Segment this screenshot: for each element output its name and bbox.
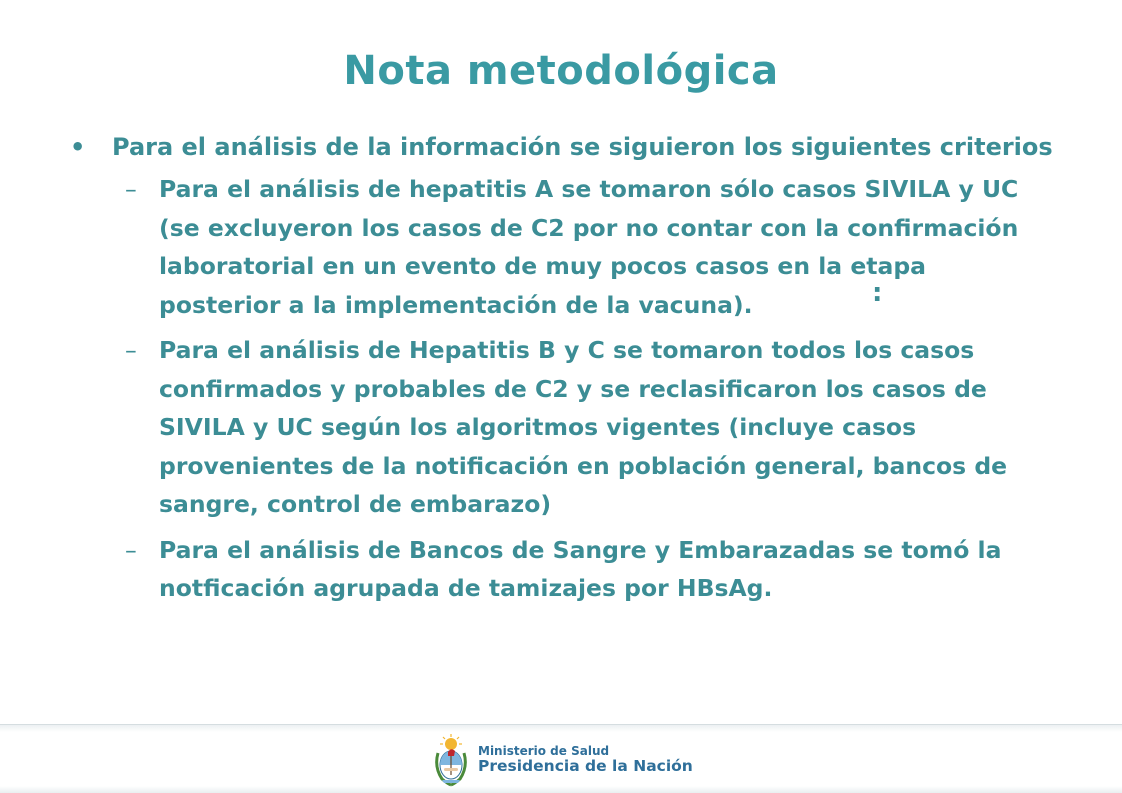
sub-item-line: provenientes de la notificación en población general, bancos de — [159, 451, 1008, 480]
sub-item-line: notficación agrupada de tamizajes por HBsAg. — [159, 574, 773, 602]
sub-item-hepatitis-a — [68, 170, 1058, 324]
sub-item-line: SIVILA y UC según los algoritmos vigentes (incluye casos — [159, 413, 917, 441]
sub-item-line: confirmados y probables de C2 y se reclasificaron los casos de — [159, 374, 987, 403]
sub-item-line: laboratorial en un evento de muy pocos casos en la etapa — [159, 252, 927, 280]
ministry-name: Ministerio de Salud — [478, 743, 610, 758]
bullet-item — [68, 130, 1058, 164]
footer-divider — [0, 724, 1122, 725]
sub-item-bancos-sangre — [68, 531, 1058, 608]
argentina-coat-of-arms-icon — [432, 733, 470, 787]
dash-marker: – — [125, 336, 137, 364]
bullet-text: Para el análisis de la información se siguieron los siguientes criterios — [112, 133, 1053, 161]
dash-marker: – — [125, 535, 137, 564]
sub-item-line: Para el análisis de hepatitis A se tomaron sólo casos SIVILA y UC — [159, 175, 1019, 203]
sub-list — [68, 170, 1058, 608]
sub-item-line: Para el análisis de Bancos de Sangre y Embarazadas se tomó la — [159, 535, 1002, 564]
ministry-logo — [432, 733, 693, 787]
sub-item-line: posterior a la implementación de la vacuna). — [159, 290, 753, 319]
sub-item-line: (se excluyeron los casos de C2 por no contar con la confirmación — [159, 213, 1019, 242]
sub-item-line: sangre, control de embarazo) — [159, 490, 552, 518]
bullet-marker: • — [70, 133, 86, 161]
ministry-text — [478, 745, 693, 775]
slide-title: Nota metodológica — [343, 48, 779, 94]
presidency-name: Presidencia de la Nación — [478, 757, 693, 776]
slide-body — [68, 130, 1058, 615]
stray-mark: : — [872, 278, 883, 308]
dash-marker: – — [125, 175, 137, 203]
sub-item-hepatitis-b-c — [68, 331, 1058, 524]
sub-item-line: Para el análisis de Hepatitis B y C se tomaron todos los casos — [159, 336, 975, 364]
